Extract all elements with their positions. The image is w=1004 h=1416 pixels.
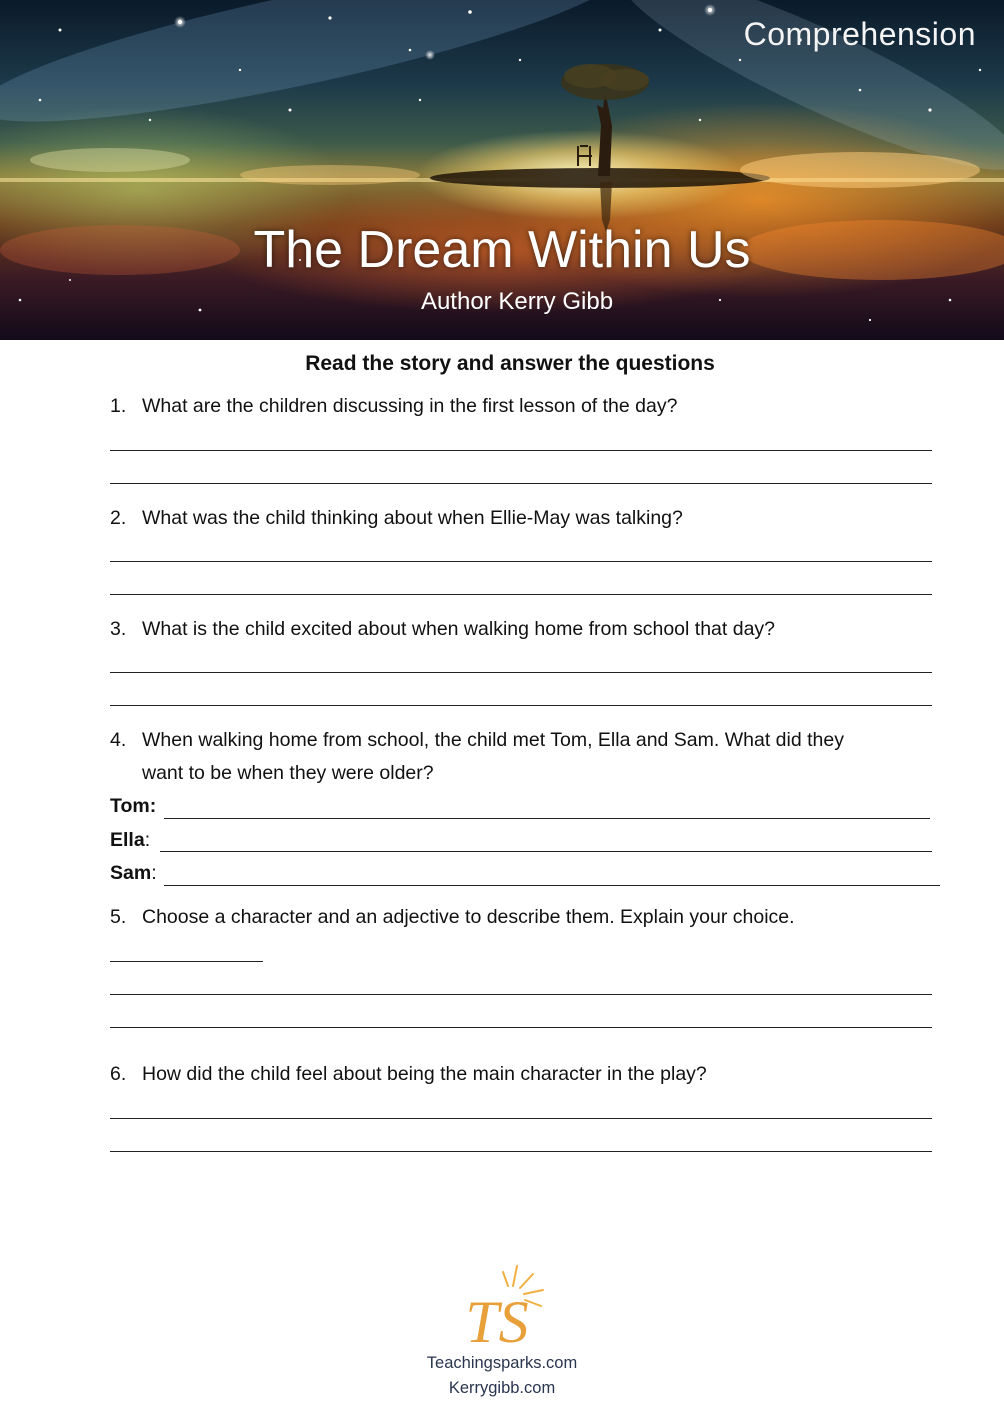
answer-line[interactable] — [110, 450, 932, 451]
question-text: Choose a character and an adjective to describe them. Explain your choice. — [142, 906, 795, 928]
answer-line[interactable] — [110, 672, 932, 673]
question-text: What are the children discussing in the first lesson of the day? — [142, 395, 678, 417]
story-title: The Dream Within Us — [253, 221, 751, 279]
cover-banner — [0, 0, 1004, 340]
answer-line[interactable] — [110, 483, 932, 484]
question-number: 2. — [110, 507, 127, 529]
tom-answer-line[interactable] — [164, 818, 930, 819]
question-number: 3. — [110, 618, 127, 640]
character-label-ella: Ella: — [110, 829, 151, 851]
character-label-sam: Sam: — [110, 862, 157, 884]
question-3 — [110, 613, 775, 646]
question-text: What is the child excited about when walking home from school that day? — [142, 618, 776, 640]
instructions-heading: Read the story and answer the questions — [305, 352, 715, 375]
answer-line[interactable] — [110, 994, 932, 995]
kerrygibb-link[interactable]: Kerrygibb.com — [448, 1379, 556, 1397]
question-number: 5. — [110, 906, 127, 928]
question-4 — [110, 724, 844, 790]
question-text: When walking home from school, the child met Tom, Ella and Sam. What did they — [142, 729, 844, 751]
story-author: Author Kerry Gibb — [420, 288, 614, 315]
question-5 — [110, 901, 795, 934]
answer-line[interactable] — [110, 1027, 932, 1028]
answer-line[interactable] — [110, 1151, 932, 1152]
question-2 — [110, 502, 683, 535]
answer-line[interactable] — [110, 561, 932, 562]
question-text: What was the child thinking about when Ellie-May was talking? — [142, 507, 683, 529]
sam-answer-line[interactable] — [164, 885, 940, 886]
question-text-continued: want to be when they were older? — [142, 762, 434, 784]
question-text: How did the child feel about being the main character in the play? — [142, 1063, 707, 1085]
question-number: 6. — [110, 1063, 127, 1085]
teachingsparks-link[interactable]: Teachingsparks.com — [426, 1354, 578, 1372]
adjective-answer-line[interactable] — [110, 961, 263, 962]
answer-line[interactable] — [110, 594, 932, 595]
worksheet-type-label: Comprehension — [743, 16, 976, 52]
svg-text:TS: TS — [465, 1289, 529, 1350]
ella-answer-line[interactable] — [160, 851, 932, 852]
teachingsparks-logo — [445, 1260, 555, 1350]
answer-line[interactable] — [110, 1118, 932, 1119]
answer-line[interactable] — [110, 705, 932, 706]
question-number: 1. — [110, 395, 127, 417]
question-6 — [110, 1058, 707, 1091]
question-number: 4. — [110, 729, 127, 751]
character-label-tom: Tom: — [110, 795, 157, 817]
question-1 — [110, 390, 677, 423]
